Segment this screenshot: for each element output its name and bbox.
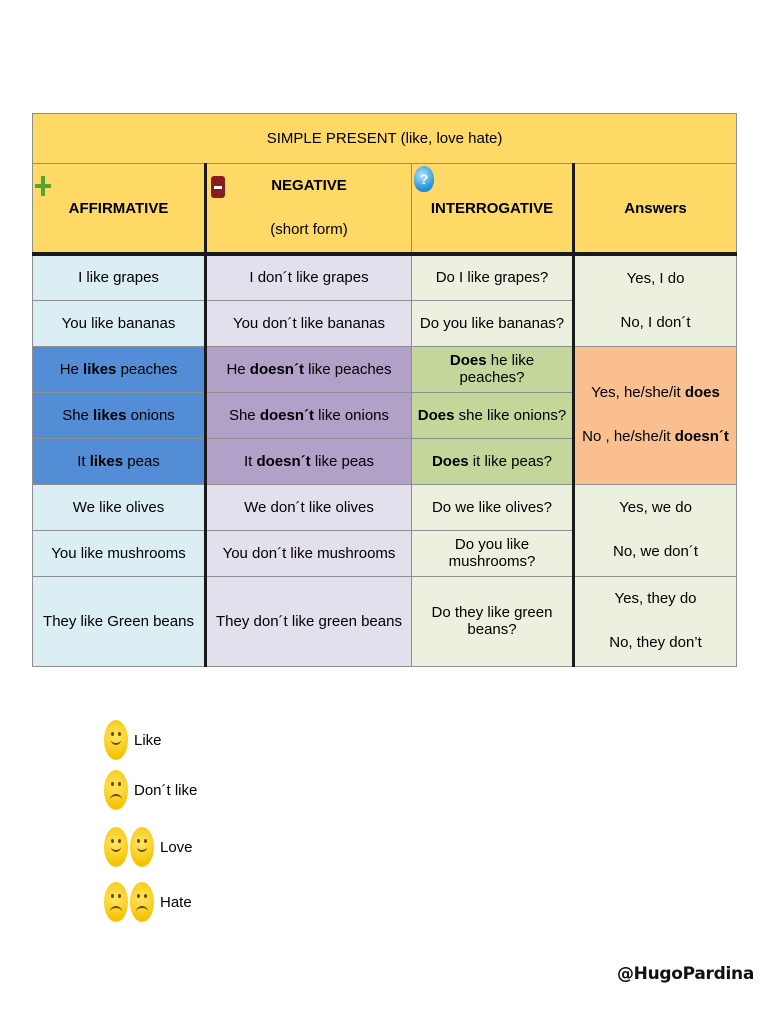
interrogative-cell: Does she like onions?: [412, 392, 574, 438]
minus-icon: [211, 176, 225, 198]
negative-cell: They don´t like green beans: [206, 576, 412, 666]
negative-cell: I don´t like grapes: [206, 254, 412, 300]
negative-cell: You don´t like bananas: [206, 300, 412, 346]
header-interrogative: [412, 164, 574, 255]
interrogative-cell: Do they like green beans?: [412, 576, 574, 666]
interrogative-cell: Does it like peas?: [412, 438, 574, 484]
table-row: [33, 576, 737, 666]
interrogative-cell: Do I like grapes?: [412, 254, 574, 300]
answer-cell: [574, 346, 737, 484]
smile-face-icon: [104, 827, 128, 867]
header-answers: Answers: [574, 164, 737, 255]
negative-cell: He doesn´t like peaches: [206, 346, 412, 392]
header-negative: [206, 164, 412, 255]
simple-present-table: [32, 113, 737, 667]
plus-icon: [35, 174, 51, 196]
legend-item-love: [104, 825, 193, 869]
affirmative-cell: They like Green beans: [33, 576, 206, 666]
answer-no: No, we don´t: [612, 543, 699, 560]
interrogative-cell: Does he like peaches?: [412, 346, 574, 392]
answer-yes: Yes, they do: [614, 590, 697, 607]
affirmative-cell: You like bananas: [33, 300, 206, 346]
answer-no: No , he/she/it doesn´t: [582, 428, 729, 445]
legend-label: Don´t like: [134, 781, 198, 799]
frown-face-icon: [130, 882, 154, 922]
interrogative-cell: Do you like mushrooms?: [412, 530, 574, 576]
answer-yes: Yes, he/she/it does: [591, 384, 720, 401]
affirmative-cell: You like mushrooms: [33, 530, 206, 576]
smile-face-icon: [130, 827, 154, 867]
table-row: [33, 346, 737, 392]
frown-face-icon: [104, 882, 128, 922]
table-title: SIMPLE PRESENT (like, love hate): [33, 114, 737, 164]
header-negative-sublabel: (short form): [270, 221, 348, 238]
smile-face-icon: [104, 720, 128, 760]
legend-label: Like: [134, 731, 162, 749]
question-icon: ?: [414, 166, 434, 192]
negative-cell: We don´t like olives: [206, 484, 412, 530]
affirmative-cell: We like olives: [33, 484, 206, 530]
frown-face-icon: [104, 770, 128, 810]
table-row: [33, 484, 737, 530]
affirmative-cell: He likes peaches: [33, 346, 206, 392]
affirmative-cell: It likes peas: [33, 438, 206, 484]
negative-cell: It doesn´t like peas: [206, 438, 412, 484]
author-credit: @HugoPardina: [616, 964, 754, 984]
legend-label: Hate: [160, 893, 192, 911]
negative-cell: You don´t like mushrooms: [206, 530, 412, 576]
answer-cell: [574, 484, 737, 576]
affirmative-cell: I like grapes: [33, 254, 206, 300]
answer-cell: [574, 254, 737, 346]
legend-item-dont-like: [104, 768, 197, 812]
header-negative-label: NEGATIVE: [271, 177, 347, 194]
legend-label: Love: [160, 838, 193, 856]
interrogative-cell: Do we like olives?: [412, 484, 574, 530]
header-interrogative-label: INTERROGATIVE: [430, 199, 554, 217]
answer-cell: [574, 576, 737, 666]
answer-yes: Yes, we do: [619, 499, 692, 516]
interrogative-cell: Do you like bananas?: [412, 300, 574, 346]
answer-yes: Yes, I do: [626, 269, 685, 287]
negative-cell: She doesn´t like onions: [206, 392, 412, 438]
legend-item-hate: [104, 880, 192, 924]
legend-item-like: [104, 718, 162, 762]
answer-no: No, they don’t: [609, 634, 702, 651]
table-row: [33, 254, 737, 300]
header-affirmative: [33, 164, 206, 255]
answer-no: No, I don´t: [620, 313, 691, 331]
header-affirmative-label: AFFIRMATIVE: [68, 199, 169, 217]
affirmative-cell: She likes onions: [33, 392, 206, 438]
